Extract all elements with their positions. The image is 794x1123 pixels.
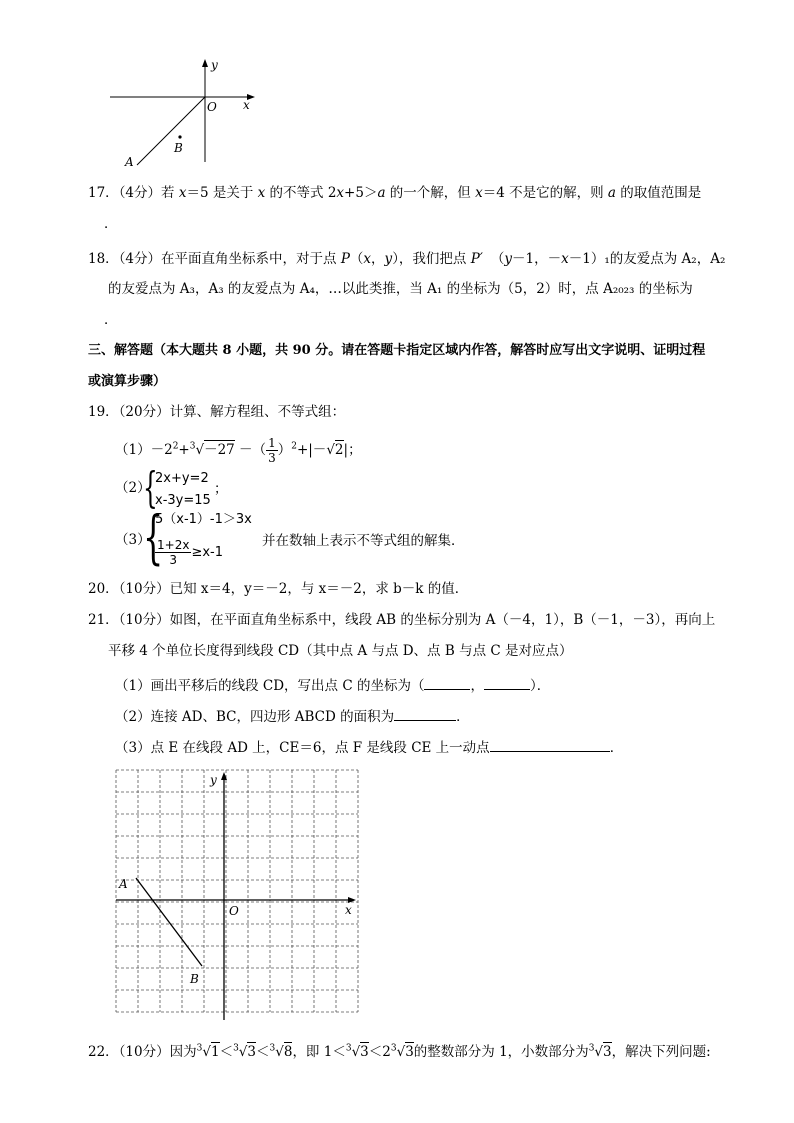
radicand: 8 bbox=[283, 1044, 293, 1060]
answer-blank[interactable] bbox=[484, 677, 530, 690]
q17-text: +5＞ bbox=[344, 185, 378, 201]
root-index: 3 bbox=[390, 1043, 397, 1054]
q22-number: 22． bbox=[88, 1044, 119, 1060]
q19-p3-label: （3） bbox=[115, 532, 151, 548]
radicand: 1 bbox=[210, 1044, 220, 1060]
y-axis-label: y bbox=[211, 58, 218, 72]
q22-text: 因为 bbox=[169, 1044, 197, 1060]
q17-var: x bbox=[178, 185, 187, 201]
q19-p1-op: |； bbox=[343, 442, 362, 458]
q21-p1-text: 画出平移后的线段 CD，写出点 C 的坐标为（ bbox=[150, 678, 425, 694]
segment-from-origin bbox=[137, 97, 205, 165]
q22-line bbox=[88, 1043, 711, 1060]
q18-text: ），我们把点 bbox=[392, 251, 471, 267]
coordinate-figure-top bbox=[105, 55, 265, 175]
radical-sign-icon: √ bbox=[326, 442, 335, 458]
q22-text: ，即 1＜ bbox=[292, 1044, 346, 1060]
q19-p3-ineq2-rest: ≥x-1 bbox=[191, 545, 223, 560]
radicand: 3 bbox=[405, 1044, 414, 1060]
q18-text: ， bbox=[371, 251, 385, 267]
point-b-label: B bbox=[190, 972, 199, 986]
fraction-numerator: 1 bbox=[268, 436, 276, 450]
q19-p1-op: + bbox=[178, 442, 190, 458]
radical-sign-icon: √ bbox=[396, 1044, 406, 1060]
q21-p1-label: （1） bbox=[115, 678, 151, 694]
q17-line bbox=[88, 187, 701, 201]
q20-text: 已知 x＝4，y＝－2，与 x＝－2，求 b－k 的值． bbox=[169, 581, 469, 597]
answer-blank[interactable] bbox=[394, 708, 456, 721]
y-axis-label: y bbox=[210, 773, 217, 787]
q18-end-dot: ． bbox=[104, 312, 118, 328]
q19-p3-fraction bbox=[155, 538, 191, 567]
q19-p1-op: +|－ bbox=[296, 442, 327, 458]
q17-var: a bbox=[607, 185, 616, 201]
radicand: 3 bbox=[247, 1044, 256, 1060]
radical-sign-icon: √ bbox=[594, 1044, 604, 1060]
q17-text: 的取值范围是 bbox=[615, 185, 702, 201]
q21-part2 bbox=[115, 708, 470, 725]
q20-line bbox=[88, 583, 468, 597]
q17-var: a bbox=[377, 185, 386, 201]
segment-ab bbox=[136, 878, 202, 966]
q19-p1-op: －（ bbox=[234, 442, 267, 458]
q19-p2-label: （2） bbox=[115, 480, 151, 496]
q21-part1 bbox=[115, 677, 550, 694]
fraction-numerator: 1+2x bbox=[157, 538, 190, 552]
q17-text: 的不等式 2 bbox=[265, 185, 337, 201]
q18-var: P′ bbox=[470, 251, 483, 267]
q18-text: （ bbox=[349, 251, 364, 267]
q19-p1-root-index: 3 bbox=[189, 441, 196, 452]
q19-p1-exp: 2 bbox=[291, 441, 297, 452]
radical-sign-icon: √ bbox=[202, 1044, 211, 1060]
q19-p3-ineq1: 5（x-1）-1＞3x bbox=[155, 512, 252, 527]
point-b-label: B bbox=[174, 141, 183, 155]
q17-number: 17． bbox=[88, 185, 119, 201]
q18-var: y bbox=[384, 251, 393, 267]
root-index: 3 bbox=[588, 1043, 595, 1054]
q18-text: 在平面直角坐标系中，对于点 bbox=[161, 251, 341, 267]
q18-line1 bbox=[88, 253, 725, 267]
q21-p2-label: （2） bbox=[115, 709, 151, 725]
answer-blank[interactable] bbox=[490, 739, 610, 752]
q19-p2-end: ； bbox=[214, 481, 228, 497]
radicand: 3 bbox=[603, 1044, 612, 1060]
q21-score: （10分） bbox=[118, 612, 170, 628]
q22-op: ＜ bbox=[256, 1044, 270, 1060]
answer-blank[interactable] bbox=[424, 677, 470, 690]
q22-text: 的整数部分为 1，小数部分为 bbox=[413, 1044, 589, 1060]
q19-text: 计算、解方程组、不等式组： bbox=[169, 404, 346, 420]
q21-line1 bbox=[88, 614, 715, 628]
point-a-label: A bbox=[125, 155, 134, 169]
q19-part1 bbox=[115, 436, 362, 465]
q21-text: 如图，在平面直角坐标系中，线段 AB 的坐标分别为 A（－4，1），B（－1，－3），再向上 bbox=[169, 612, 716, 628]
q17-text: ＝5 是关于 bbox=[186, 185, 258, 201]
left-brace-icon: { bbox=[143, 503, 164, 571]
q22-op: ＜ bbox=[219, 1044, 234, 1060]
q19-p1-exp: 2 bbox=[172, 441, 179, 452]
q20-number: 20． bbox=[88, 581, 119, 597]
fraction-denominator: 3 bbox=[268, 451, 276, 465]
q21-number: 21． bbox=[88, 612, 119, 628]
q18-var: y bbox=[504, 251, 513, 267]
q17-text: 的一个解，但 bbox=[385, 185, 476, 201]
q18-text: （ bbox=[490, 251, 505, 267]
q18-score: （4分） bbox=[118, 251, 162, 267]
q19-p1-radicand: －27 bbox=[204, 442, 235, 458]
q21-p1-text: ， bbox=[470, 678, 484, 694]
q18-text: －1） bbox=[568, 251, 605, 267]
grid-lines bbox=[116, 770, 358, 1012]
q19-number: 19． bbox=[88, 404, 119, 420]
q19-p3-tail: 并在数轴上表示不等式组的解集． bbox=[262, 533, 465, 549]
coordinate-grid-figure bbox=[114, 768, 364, 1024]
q18-text: ₁的友爱点为 A₂，A₂ bbox=[604, 251, 726, 267]
q18-var: x bbox=[363, 251, 372, 267]
q19-p1-label: （1） bbox=[115, 442, 151, 458]
q19-p2-eq1: 2x+y=2 bbox=[155, 471, 209, 486]
x-axis-label: x bbox=[243, 98, 250, 112]
q19-score: （20分） bbox=[118, 404, 170, 420]
root-index: 3 bbox=[345, 1043, 352, 1054]
point-a-label: A bbox=[119, 877, 128, 891]
q22-text: ，解决下列问题: bbox=[611, 1044, 711, 1060]
fraction-denominator: 3 bbox=[169, 553, 178, 567]
q18-var: x bbox=[561, 251, 569, 267]
q17-var: x bbox=[257, 185, 266, 201]
q19-title bbox=[88, 406, 345, 420]
left-brace-icon: { bbox=[143, 463, 158, 512]
radicand: 3 bbox=[360, 1044, 369, 1060]
q21-p2-text: ． bbox=[456, 709, 470, 725]
root-index: 3 bbox=[233, 1043, 239, 1054]
origin-label: O bbox=[207, 100, 217, 114]
q21-p2-text: 连接 AD、BC，四边形 ABCD 的面积为 bbox=[150, 709, 395, 725]
q18-line2: 的友爱点为 A₃，A₃ 的友爱点为 A₄，…以此类推，当 A₁ 的坐标为（5，2）时，点 A₂₀₂₃ 的坐标为 bbox=[108, 281, 693, 297]
q17-text: 若 bbox=[161, 185, 179, 201]
q21-p3-text: ． bbox=[609, 740, 624, 756]
q17-end-dot: ． bbox=[104, 216, 118, 232]
q21-p1-text: ）． bbox=[529, 678, 551, 694]
point-b-dot bbox=[178, 135, 181, 138]
q17-var: x bbox=[475, 185, 483, 201]
radical-sign-icon: √ bbox=[275, 1044, 284, 1060]
q21-p3-text: 点 E 在线段 AD 上，CE＝6，点 F 是线段 CE 上一动点 bbox=[150, 740, 490, 756]
radical-sign-icon: √ bbox=[351, 1044, 361, 1060]
x-axis-label: x bbox=[345, 903, 352, 917]
q21-line2: 平移 4 个单位长度得到线段 CD（其中点 A 与点 D、点 B 与点 C 是对应点） bbox=[108, 643, 573, 659]
section3-heading-cont: 或演算步骤） bbox=[88, 374, 167, 389]
q21-part3 bbox=[115, 739, 623, 756]
root-index: 3 bbox=[269, 1043, 276, 1054]
q17-var: x bbox=[336, 185, 345, 201]
q19-p2-eq2: x-3y=15 bbox=[155, 493, 211, 508]
q19-p1-op: ） bbox=[277, 442, 292, 458]
q17-score: （4分） bbox=[118, 185, 162, 201]
q19-p1-term: －2 bbox=[150, 442, 173, 458]
section3-heading: 三、解答题（本大题共 8 小题，共 90 分。请在答题卡指定区域内作答，解答时应写出文字说明、证明过程 bbox=[88, 343, 706, 358]
radical-sign-icon: √ bbox=[238, 1044, 248, 1060]
q20-score: （10分） bbox=[118, 581, 170, 597]
q19-p3-ineq2 bbox=[155, 538, 223, 567]
origin-label: O bbox=[229, 904, 239, 918]
q18-text: －1，－ bbox=[512, 251, 562, 267]
q19-p1-radicand: 2 bbox=[334, 442, 344, 458]
q17-text: ＝4 不是它的解，则 bbox=[482, 185, 608, 201]
q19-p1-fraction bbox=[266, 436, 278, 465]
q22-score: （10分） bbox=[118, 1044, 170, 1060]
q21-p3-label: （3） bbox=[115, 740, 151, 756]
q18-number: 18． bbox=[88, 251, 119, 267]
q22-text: ＜2 bbox=[368, 1044, 391, 1060]
q18-var: P bbox=[340, 251, 350, 267]
root-index: 3 bbox=[196, 1043, 203, 1054]
y-axis-arrow bbox=[202, 59, 208, 67]
radical-sign-icon: √ bbox=[195, 442, 205, 458]
